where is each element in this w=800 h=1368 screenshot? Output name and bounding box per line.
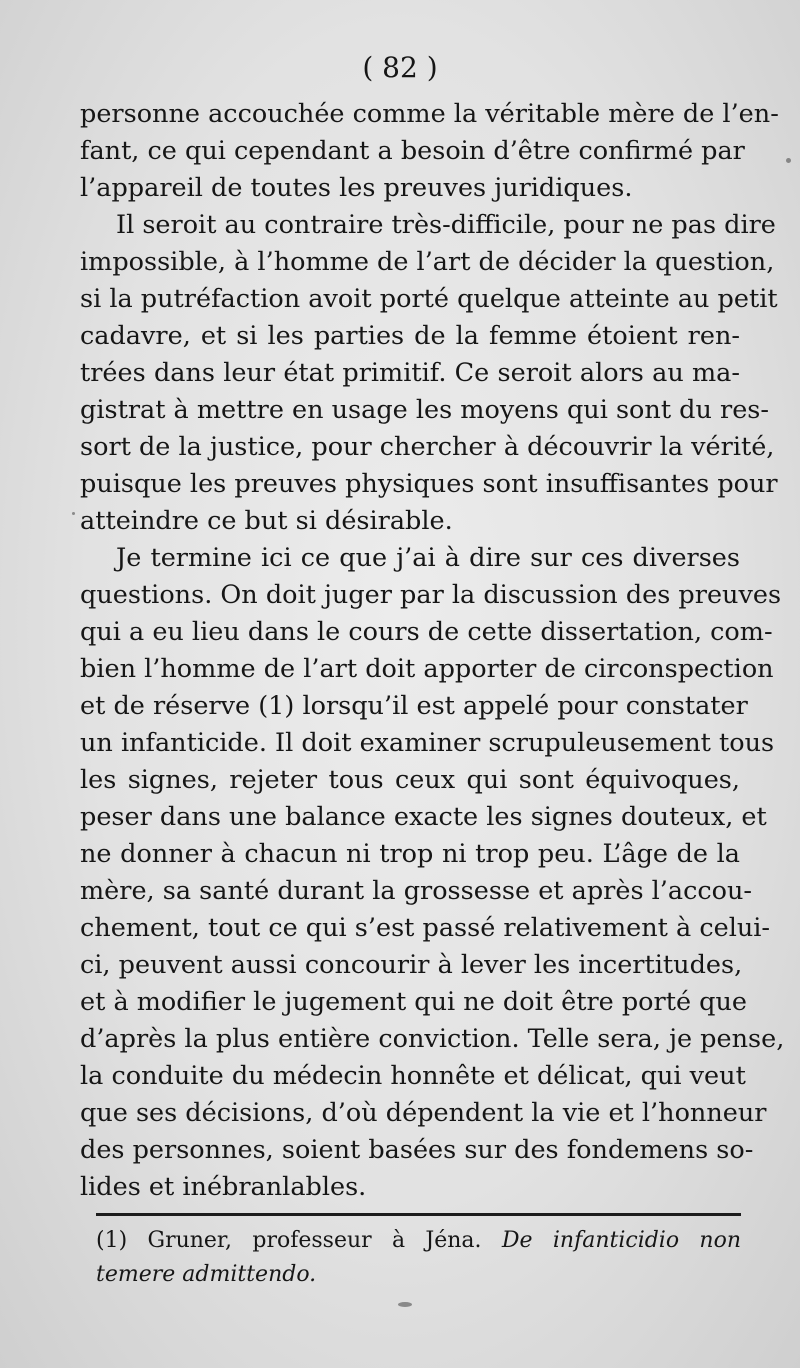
text-line: trées dans leur état primitif. Ce seroit alors au ma- bbox=[80, 358, 740, 388]
text-line: questions. On doit juger par la discussion des preuves bbox=[80, 580, 782, 610]
text-line: qui a eu lieu dans le cours de cette dissertation, com- bbox=[80, 617, 773, 647]
text-line: sort de la justice, pour chercher à découvrir la vérité, bbox=[80, 432, 775, 462]
paragraph-start-line: Je termine ici ce que j’ai à dire sur ces diverses bbox=[116, 543, 740, 573]
paper-speck bbox=[398, 1302, 412, 1307]
text-line: l’appareil de toutes les preuves juridiques. bbox=[80, 173, 633, 203]
paper-speck bbox=[786, 158, 791, 163]
text-line: ne donner à chacun ni trop ni trop peu. L’âge de la bbox=[80, 839, 740, 869]
footnote bbox=[96, 1224, 741, 1292]
body-text bbox=[80, 96, 785, 1206]
text-line: personne accouchée comme la véritable mère de l’en- bbox=[80, 99, 779, 129]
text-line: fant, ce qui cependant a besoin d’être confirmé par bbox=[80, 136, 745, 166]
footnote-title-continuation: temere admittendo. bbox=[96, 1262, 317, 1287]
paragraph-start-line: Il seroit au contraire très-difficile, pour ne pas dire bbox=[116, 210, 776, 240]
text-line: gistrat à mettre en usage les moyens qui sont du res- bbox=[80, 395, 770, 425]
text-line: un infanticide. Il doit examiner scrupuleusement tous bbox=[80, 728, 775, 758]
page-number: ( 82 ) bbox=[362, 51, 438, 84]
text-line: peser dans une balance exacte les signes douteux, et bbox=[80, 802, 767, 832]
text-line: et de réserve (1) lorsqu’il est appelé pour constater bbox=[80, 691, 748, 721]
footnote-divider bbox=[96, 1213, 741, 1216]
text-line: que ses décisions, d’où dépendent la vie et l’honneur bbox=[80, 1098, 767, 1128]
text-line: lides et inébranlables. bbox=[80, 1172, 367, 1202]
text-line: atteindre ce but si désirable. bbox=[80, 506, 453, 536]
text-line: des personnes, soient basées sur des fondemens so- bbox=[80, 1135, 754, 1165]
footnote-title: De infanticidio non bbox=[501, 1228, 741, 1253]
text-line: impossible, à l’homme de l’art de décider la question, bbox=[80, 247, 775, 277]
text-line: et à modifier le jugement qui ne doit être porté que bbox=[80, 987, 747, 1017]
text-line: d’après la plus entière conviction. Telle sera, je pense, bbox=[80, 1024, 785, 1054]
paper-speck bbox=[72, 512, 75, 515]
footnote-text: (1) Gruner, professeur à Jéna. bbox=[96, 1228, 482, 1253]
text-line: puisque les preuves physiques sont insuffisantes pour bbox=[80, 469, 778, 499]
text-line: bien l’homme de l’art doit apporter de circonspection bbox=[80, 654, 774, 684]
text-line: la conduite du médecin honnête et délicat, qui veut bbox=[80, 1061, 746, 1091]
footnote-line bbox=[96, 1224, 741, 1258]
text-line: si la putréfaction avoit porté quelque atteinte au petit bbox=[80, 284, 778, 314]
text-line: les signes, rejeter tous ceux qui sont équivoques, bbox=[80, 765, 740, 795]
text-line: mère, sa santé durant la grossesse et après l’accou- bbox=[80, 876, 753, 906]
text-line: cadavre, et si les parties de la femme étoient ren- bbox=[80, 321, 740, 351]
text-line: chement, tout ce qui s’est passé relativement à celui- bbox=[80, 913, 771, 943]
text-line: ci, peuvent aussi concourir à lever les incertitudes, bbox=[80, 950, 743, 980]
